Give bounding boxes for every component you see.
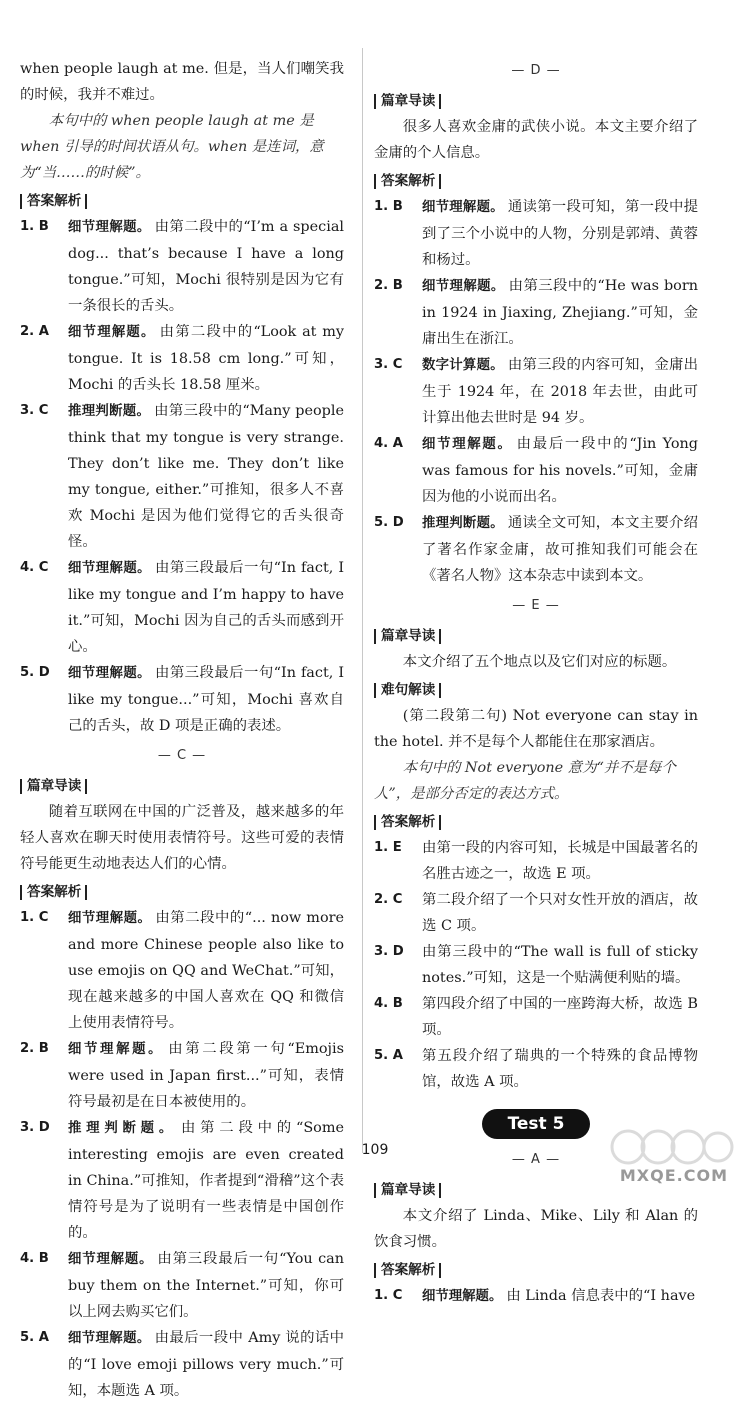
answer-item: 2. C 第二段介绍了一个只对女性开放的酒店，故选 C 项。: [374, 892, 698, 934]
answer-heading-e: 答案解析: [374, 809, 698, 835]
test-badge: Test 5: [482, 1109, 590, 1139]
handwritten-note-e: 本句中的 Not everyone 意为“并不是每个人”，是部分否定的表达方式。: [374, 760, 676, 802]
column-divider: [362, 48, 363, 1153]
difficult-sentence-heading: 难句解读: [374, 677, 698, 703]
answer-item: 5. A 第五段介绍了瑞典的一个特殊的食品博物馆，故选 A 项。: [374, 1048, 698, 1090]
answer-item: 3. C 数字计算题。 由第三段的内容可知，金庸出生于 1924 年，在 2018 年去世，由此可计算出他去世时是 94 岁。: [374, 357, 698, 426]
guide-heading-c: 篇章导读: [20, 773, 344, 799]
answer-heading-a: 答案解析: [374, 1257, 698, 1283]
answer-heading-b: 答案解析: [20, 188, 344, 214]
guide-heading-e: 篇章导读: [374, 623, 698, 649]
section-d-title: — D —: [511, 63, 561, 78]
answer-item: 5. D 细节理解题。 由第三段最后一句“In fact, I like my tongue...”可知，Mochi 喜欢自己的舌头，故 D 项是正确的表述。: [20, 665, 345, 734]
answer-item: 2. B 细节理解题。 由第二段第一句“Emojis were used in Japan first...”可知，表情符号最初是在日本被使用的。: [20, 1041, 345, 1110]
page-number: 109: [361, 1142, 389, 1158]
answer-item: 3. C 推理判断题。 由第三段中的“Many people think that my tongue is very strange. They don’t like me. They don’t like my tongue, either.”可推知，很多人不喜欢 Mochi 是因为他们觉得它的舌头很奇怪。: [20, 403, 345, 550]
answer-item: 2. B 细节理解题。 由第三段中的“He was born in 1924 in Jiaxing, Zhejiang.”可知，金庸出生在浙江。: [374, 278, 698, 347]
answer-item: 1. C 细节理解题。 由 Linda 信息表中的“I have: [374, 1288, 696, 1304]
intro-text: when people laugh at me. 但是，当人们嘲笑我的时候，我并不难过。: [20, 61, 344, 103]
guide-heading-a: 篇章导读: [374, 1177, 698, 1203]
right-column: [374, 54, 698, 1310]
guide-text-a: 本文介绍了 Linda、Mike、Lily 和 Alan 的饮食习惯。: [374, 1208, 698, 1250]
answer-item: 3. D 由第三段中的“The wall is full of sticky notes.”可知，这是一个贴满便利贴的墙。: [374, 944, 698, 986]
answer-item: 1. E 由第一段的内容可知，长城是中国最著名的名胜古迹之一，故选 E 项。: [374, 840, 698, 882]
answer-item: 1. B 细节理解题。 通读第一段可知，第一段中提到了三个小说中的人物，分别是郭靖、黄蓉和杨过。: [374, 199, 698, 268]
section-a-title: — A —: [511, 1152, 561, 1167]
answer-item: 1. B 细节理解题。 由第二段中的“I’m a special dog... that’s because I have a long tongue.”可知，Mochi 很特别是因为它有一条很长的舌头。: [20, 219, 344, 314]
answer-item: 5. D 推理判断题。 通读全文可知，本文主要介绍了著名作家金庸，故可推知我们可能会在《著名人物》这本杂志中读到本文。: [374, 515, 698, 584]
answer-item: 5. A 细节理解题。 由最后一段中 Amy 说的话中的“I love emoji pillows very much.”可知，本题选 A 项。: [20, 1330, 345, 1399]
handwritten-note: 本句中的 when people laugh at me 是 when 引导的时间状语从句。when 是连词，意为“当……的时候”。: [20, 113, 324, 181]
difficult-sentence-text: (第二段第二句) Not everyone can stay in the hotel. 并不是每个人都能住在那家酒店。: [374, 708, 698, 750]
answer-item: 4. B 细节理解题。 由第三段最后一句“You can buy them on the Internet.”可知，你可以上网去购买它们。: [20, 1251, 344, 1320]
answer-item: 2. A 细节理解题。 由第二段中的“Look at my tongue. It is 18.58 cm long.”可知，Mochi 的舌头长 18.58 厘米。: [20, 324, 344, 393]
answer-item: 4. B 第四段介绍了中国的一座跨海大桥，故选 B 项。: [374, 996, 698, 1038]
answer-item: 3. D 推理判断题。 由第二段中的“Some interesting emojis are even created in China.”可推知，作者提到“滑稽”这个表情符号是为了说明有一些表情是中国创作的。: [20, 1120, 345, 1241]
guide-heading-d: 篇章导读: [374, 88, 698, 114]
answer-heading-d: 答案解析: [374, 168, 698, 194]
left-column: [20, 56, 344, 1404]
watermark-text: MXQE.COM: [619, 1166, 728, 1185]
guide-text-e: 本文介绍了五个地点以及它们对应的标题。: [402, 654, 677, 670]
section-c-title: — C —: [157, 748, 207, 763]
section-e-title: — E —: [512, 598, 560, 613]
answer-item: 1. C 细节理解题。 由第二段中的“... now more and more Chinese people also like to use emojis on QQ and WeChat.”可知，现在越来越多的中国人喜欢在 QQ 和微信上使用表情符号。: [20, 910, 345, 1031]
answer-item: 4. A 细节理解题。 由最后一段中的“Jin Yong was famous for his novels.”可知，金庸因为他的小说而出名。: [374, 436, 698, 505]
answer-heading-c: 答案解析: [20, 879, 344, 905]
guide-text-c: 随着互联网在中国的广泛普及，越来越多的年轻人喜欢在聊天时使用表情符号。这些可爱的表情符号能更生动地表达人们的心情。: [20, 804, 344, 872]
guide-text-d: 很多人喜欢金庸的武侠小说。本文主要介绍了金庸的个人信息。: [374, 119, 698, 161]
answer-item: 4. C 细节理解题。 由第三段最后一句“In fact, I like my tongue and I’m happy to have it.”可知，Mochi 因为自己的舌头而感到开心。: [20, 560, 345, 655]
